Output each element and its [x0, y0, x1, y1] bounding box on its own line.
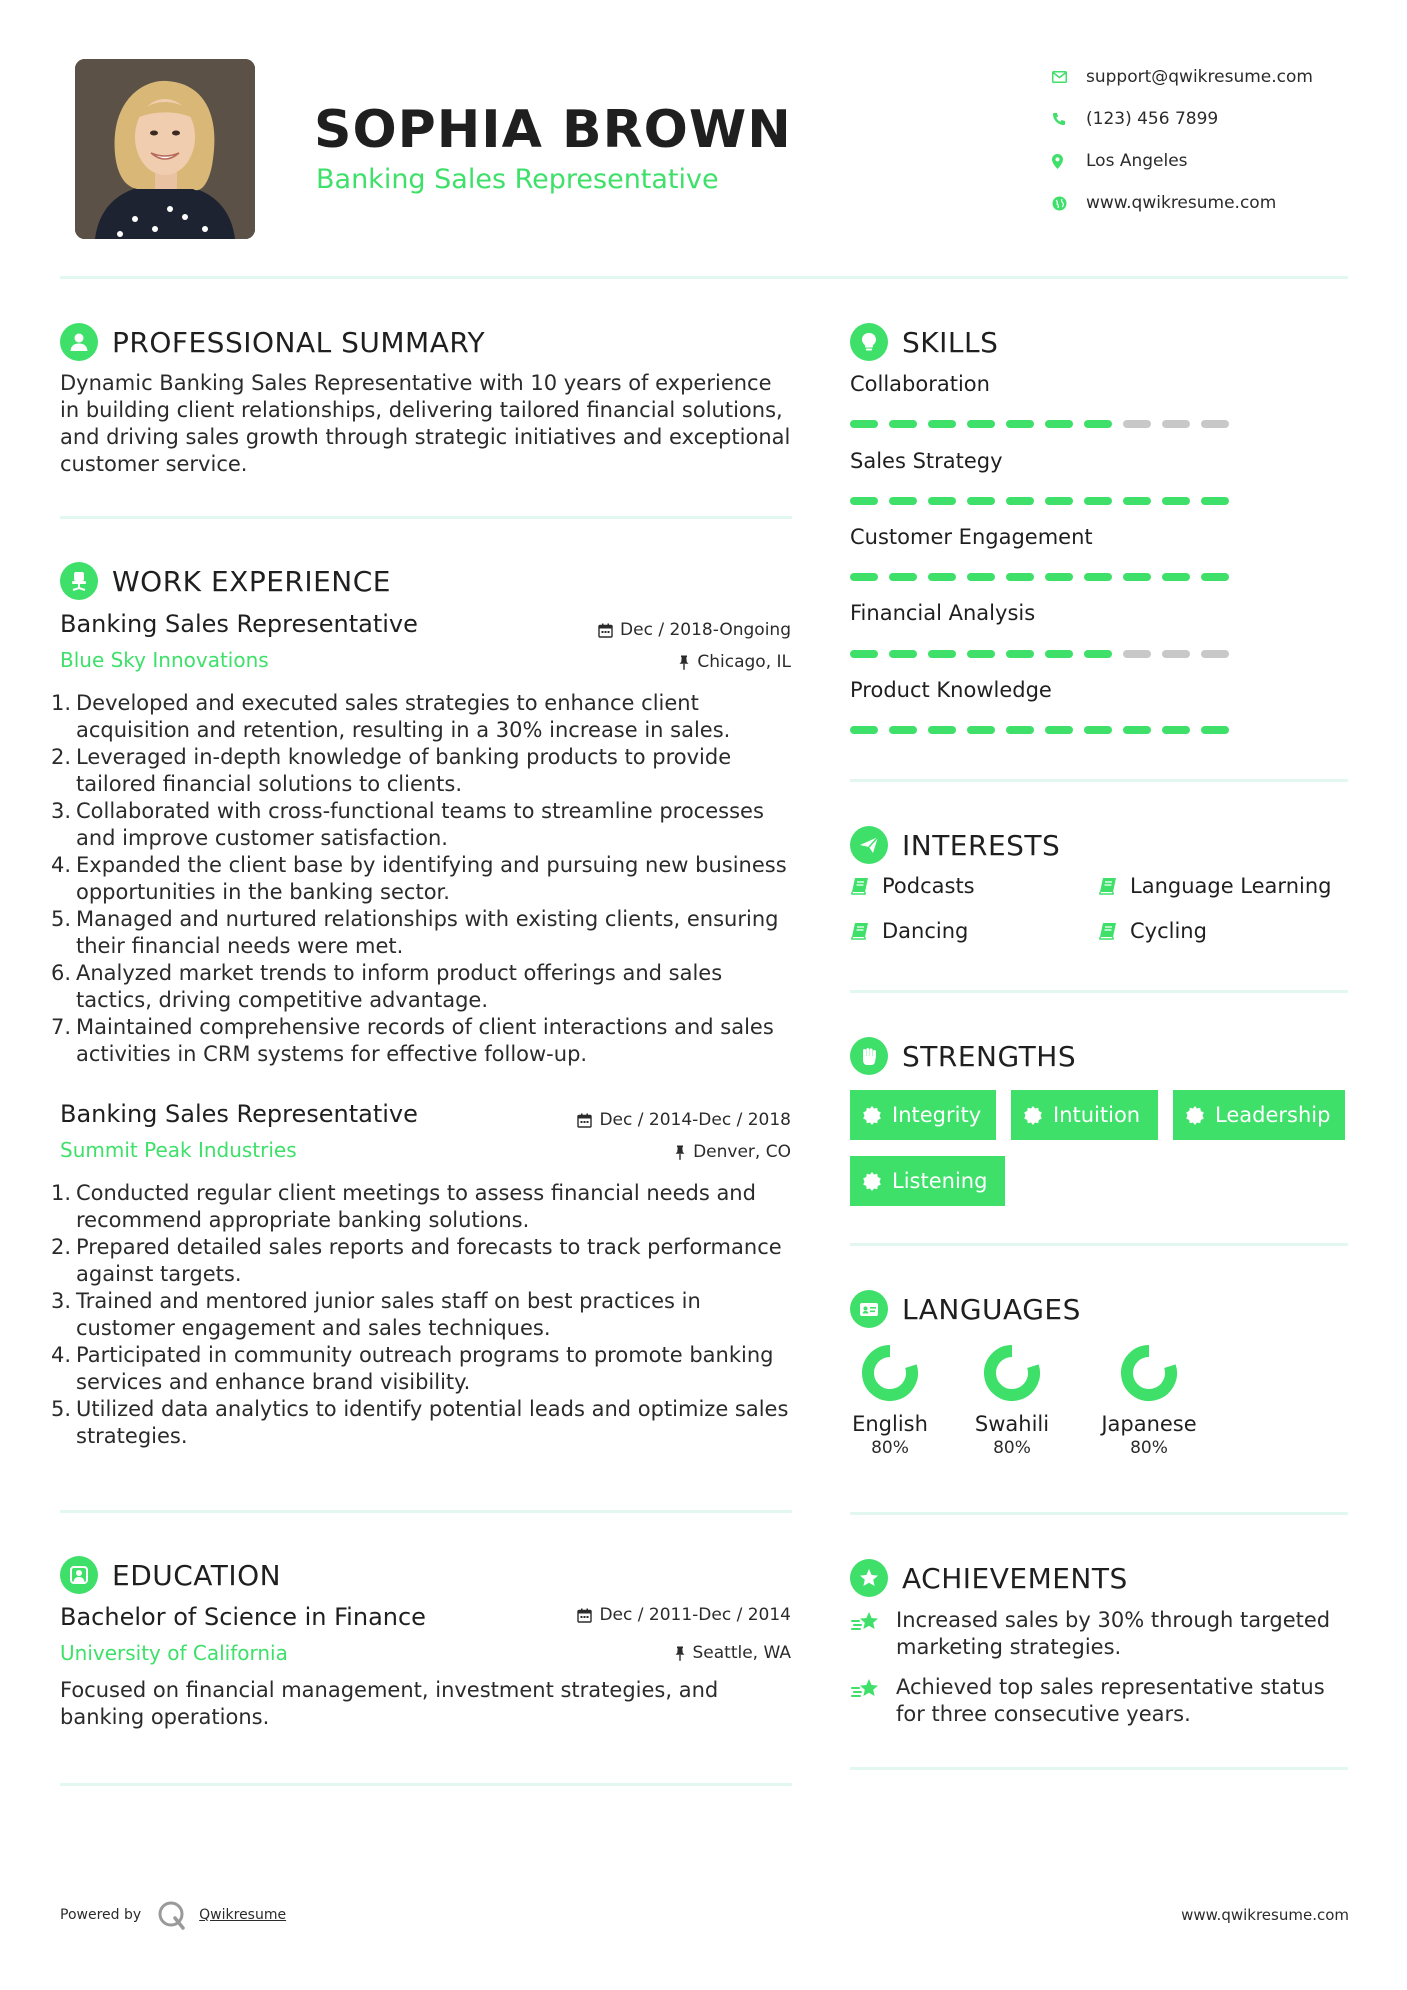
language-percent: 80% — [1130, 1438, 1168, 1458]
strength-chip-leadership: Leadership — [1173, 1090, 1345, 1140]
language-swahili — [957, 1342, 1067, 1458]
header-divider — [60, 276, 1348, 279]
skill-segment — [1006, 420, 1034, 428]
skills-heading — [850, 323, 998, 361]
footer-website[interactable]: www.qwikresume.com — [1181, 1906, 1349, 1924]
skill-segment — [850, 497, 878, 505]
contact-location — [1052, 140, 1313, 182]
job-2-location: Denver, CO — [674, 1142, 791, 1162]
shooting-star-icon — [850, 1676, 882, 1702]
strengths-title: STRENGTHS — [902, 1039, 1077, 1073]
job-2-title: Banking Sales Representative — [60, 1100, 418, 1128]
badge-icon — [1185, 1105, 1205, 1125]
skill-name-product-knowledge: Product Knowledge — [850, 678, 1052, 702]
lightbulb-icon — [850, 323, 888, 361]
qwikresume-logo-icon — [155, 1898, 189, 1932]
badge-icon — [862, 1105, 882, 1125]
skill-segment — [1201, 420, 1229, 428]
experience-heading — [60, 562, 391, 600]
badge-icon — [862, 1171, 882, 1191]
skills-title: SKILLS — [902, 325, 999, 359]
skill-bar — [850, 420, 1240, 428]
skill-segment — [1201, 726, 1229, 734]
fist-icon — [850, 1037, 888, 1075]
language-ring — [859, 1342, 921, 1404]
skill-name-customer-engagement: Customer Engagement — [850, 525, 1093, 549]
skill-segment — [1006, 573, 1034, 581]
summary-text: Dynamic Banking Sales Representative with 10 years of experience in building client relationships, delivering tailored financial solutions, and driving sales growth through strategic initiatives and exceptional customer service. — [60, 371, 791, 476]
badge-icon — [1023, 1105, 1043, 1125]
language-percent: 80% — [993, 1438, 1031, 1458]
skill-segment — [1201, 497, 1229, 505]
contact-phone — [1052, 98, 1313, 140]
languages-title: LANGUAGES — [902, 1292, 1081, 1326]
book-icon — [1098, 921, 1118, 941]
shooting-star-icon — [850, 1609, 882, 1635]
skill-segment — [1006, 726, 1034, 734]
skill-segment — [1123, 497, 1151, 505]
book-icon — [850, 921, 870, 941]
skill-segment — [889, 573, 917, 581]
job-2-company: Summit Peak Industries — [60, 1138, 297, 1162]
summary-heading — [60, 323, 485, 361]
skill-segment — [889, 497, 917, 505]
skill-segment — [1045, 420, 1073, 428]
languages-heading — [850, 1290, 1081, 1328]
footer-brand-link[interactable]: Qwikresume — [199, 1907, 287, 1923]
achievements-divider — [850, 1767, 1348, 1770]
job-2-bullets — [51, 1180, 800, 1450]
education-degree: Bachelor of Science in Finance — [60, 1603, 426, 1631]
user-icon — [60, 323, 98, 361]
summary-title: PROFESSIONAL SUMMARY — [112, 325, 486, 359]
profile-photo — [75, 59, 255, 239]
language-ring-arc — [1127, 1351, 1171, 1395]
skill-segment — [1084, 650, 1112, 658]
experience-divider — [60, 1510, 792, 1513]
interest-language-learning: Language Learning — [1098, 874, 1331, 898]
skill-segment — [1084, 573, 1112, 581]
list-item: 7. Maintained comprehensive records of client interactions and sales activities in CRM systems for effective follow-up. — [51, 1015, 774, 1066]
contact-phone-text[interactable]: (123) 456 7899 — [1086, 109, 1219, 129]
skill-segment — [1123, 726, 1151, 734]
achievements-title: ACHIEVEMENTS — [902, 1561, 1128, 1595]
graduate-icon — [60, 1556, 98, 1594]
calendar-icon — [577, 1113, 592, 1128]
skill-segment — [850, 650, 878, 658]
globe-icon — [1052, 196, 1086, 211]
skill-name-collaboration: Collaboration — [850, 372, 990, 396]
contact-email-text[interactable]: support@qwikresume.com — [1086, 67, 1313, 87]
phone-icon — [1052, 112, 1086, 126]
language-name: Swahili — [974, 1412, 1050, 1436]
skill-segment — [1123, 420, 1151, 428]
skill-segment — [850, 726, 878, 734]
skill-segment — [1084, 497, 1112, 505]
job-1-location: Chicago, IL — [678, 652, 791, 672]
language-english — [835, 1342, 945, 1458]
strength-chip-integrity: Integrity — [850, 1090, 996, 1140]
candidate-title: Banking Sales Representative — [316, 164, 719, 195]
education-location: Seattle, WA — [674, 1643, 792, 1663]
contact-website — [1052, 182, 1313, 224]
language-ring — [1118, 1342, 1180, 1404]
skill-segment — [928, 420, 956, 428]
education-text: Focused on financial management, investment strategies, and banking operations. — [60, 1678, 719, 1729]
strength-chip-listening: Listening — [850, 1156, 1005, 1206]
language-ring — [981, 1342, 1043, 1404]
footer-powered-by: Powered by Qwikresume — [60, 1898, 286, 1932]
summary-divider — [60, 516, 792, 519]
skill-segment — [1084, 420, 1112, 428]
skill-segment — [967, 497, 995, 505]
skill-bar — [850, 726, 1240, 734]
skill-segment — [1162, 726, 1190, 734]
skill-bar — [850, 497, 1240, 505]
education-title: EDUCATION — [112, 1558, 282, 1592]
language-ring-arc — [868, 1351, 912, 1395]
list-item: 3. Trained and mentored junior sales staff on best practices in customer engagement and sales techniques. — [51, 1289, 701, 1340]
skill-segment — [1123, 573, 1151, 581]
skill-segment — [967, 573, 995, 581]
skill-segment — [850, 420, 878, 428]
star-badge-icon — [850, 1559, 888, 1597]
book-icon — [850, 876, 870, 896]
strengths-divider — [850, 1243, 1348, 1246]
skill-segment — [1162, 420, 1190, 428]
skill-segment — [850, 573, 878, 581]
skill-segment — [928, 650, 956, 658]
list-item: 1. Developed and executed sales strategies to enhance client acquisition and retention, resulting in a 30% increase in sales. — [51, 691, 731, 742]
list-item: 5. Managed and nurtured relationships with existing clients, ensuring their financial needs were met. — [51, 907, 779, 958]
job-1-title: Banking Sales Representative — [60, 610, 418, 638]
skill-segment — [1201, 650, 1229, 658]
skill-segment — [1162, 650, 1190, 658]
list-item: 5. Utilized data analytics to identify potential leads and optimize sales strategies. — [51, 1397, 789, 1448]
skills-divider — [850, 779, 1348, 782]
contact-location-text: Los Angeles — [1086, 151, 1188, 171]
skill-segment — [889, 650, 917, 658]
pushpin-icon — [678, 655, 690, 670]
list-item: 3. Collaborated with cross-functional teams to streamline processes and improve customer satisfaction. — [51, 799, 764, 850]
education-divider — [60, 1783, 792, 1786]
achievement-item-1: Increased sales by 30% through targeted marketing strategies. — [850, 1607, 1340, 1661]
contact-website-text[interactable]: www.qwikresume.com — [1086, 193, 1277, 213]
candidate-name: SOPHIA BROWN — [314, 100, 792, 160]
pushpin-icon — [674, 1646, 686, 1661]
envelope-icon — [1052, 71, 1086, 83]
skill-segment — [1162, 497, 1190, 505]
list-item: 2. Prepared detailed sales reports and forecasts to track performance against targets. — [51, 1235, 782, 1286]
job-2-date: Dec / 2014-Dec / 2018 — [577, 1110, 791, 1130]
pushpin-icon — [674, 1145, 686, 1160]
skill-segment — [967, 726, 995, 734]
map-pin-icon — [1052, 154, 1086, 169]
interest-dancing: Dancing — [850, 919, 968, 943]
skill-bar — [850, 573, 1240, 581]
skill-segment — [1006, 650, 1034, 658]
list-item: 1. Conducted regular client meetings to assess financial needs and recommend appropriate banking solutions. — [51, 1181, 756, 1232]
skill-segment — [928, 497, 956, 505]
id-card-icon — [850, 1290, 888, 1328]
interest-cycling: Cycling — [1098, 919, 1207, 943]
skill-segment — [1162, 573, 1190, 581]
skill-segment — [889, 420, 917, 428]
job-1-date: Dec / 2018-Ongoing — [598, 620, 791, 640]
education-school: University of California — [60, 1641, 288, 1665]
contact-email — [1052, 56, 1313, 98]
skill-segment — [1045, 650, 1073, 658]
skill-name-sales-strategy: Sales Strategy — [850, 449, 1003, 473]
language-ring-arc — [990, 1351, 1034, 1395]
interests-title: INTERESTS — [902, 828, 1061, 862]
skill-segment — [1006, 497, 1034, 505]
list-item: 2. Leveraged in-depth knowledge of banking products to provide tailored financial solutions to clients. — [51, 745, 732, 796]
skill-segment — [889, 726, 917, 734]
skill-segment — [967, 650, 995, 658]
office-chair-icon — [60, 562, 98, 600]
strength-chip-intuition: Intuition — [1011, 1090, 1158, 1140]
language-japanese — [1094, 1342, 1204, 1458]
interest-podcasts: Podcasts — [850, 874, 975, 898]
language-name: English — [852, 1412, 928, 1436]
calendar-icon — [598, 623, 613, 638]
book-icon — [1098, 876, 1118, 896]
achievements-heading — [850, 1559, 1128, 1597]
languages-divider — [850, 1512, 1348, 1515]
skill-segment — [928, 573, 956, 581]
contact-list — [1052, 56, 1313, 224]
interests-divider — [850, 990, 1348, 993]
skill-name-financial-analysis: Financial Analysis — [850, 601, 1036, 625]
paper-plane-icon — [850, 826, 888, 864]
skill-segment — [1045, 726, 1073, 734]
job-1-company: Blue Sky Innovations — [60, 648, 269, 672]
education-heading — [60, 1556, 281, 1594]
education-date: Dec / 2011-Dec / 2014 — [577, 1605, 791, 1625]
list-item: 4. Participated in community outreach programs to promote banking services and enhance brand visibility. — [51, 1343, 774, 1394]
calendar-icon — [577, 1608, 592, 1623]
strengths-heading — [850, 1037, 1076, 1075]
skill-segment — [967, 420, 995, 428]
list-item: 4. Expanded the client base by identifying and pursuing new business opportunities in the banking sector. — [51, 853, 787, 904]
list-item: 6. Analyzed market trends to inform product offerings and sales tactics, driving competitive advantage. — [51, 961, 723, 1012]
job-1-bullets — [51, 690, 800, 1068]
skill-segment — [1084, 726, 1112, 734]
skill-segment — [1045, 573, 1073, 581]
experience-title: WORK EXPERIENCE — [112, 564, 391, 598]
portrait-image — [75, 59, 255, 239]
skill-bar — [850, 650, 1240, 658]
achievement-item-2: Achieved top sales representative status for three consecutive years. — [850, 1674, 1340, 1728]
skill-segment — [1045, 497, 1073, 505]
skill-segment — [1123, 650, 1151, 658]
interests-heading — [850, 826, 1060, 864]
language-name: Japanese — [1101, 1412, 1197, 1436]
skill-segment — [1201, 573, 1229, 581]
language-percent: 80% — [871, 1438, 909, 1458]
skill-segment — [928, 726, 956, 734]
